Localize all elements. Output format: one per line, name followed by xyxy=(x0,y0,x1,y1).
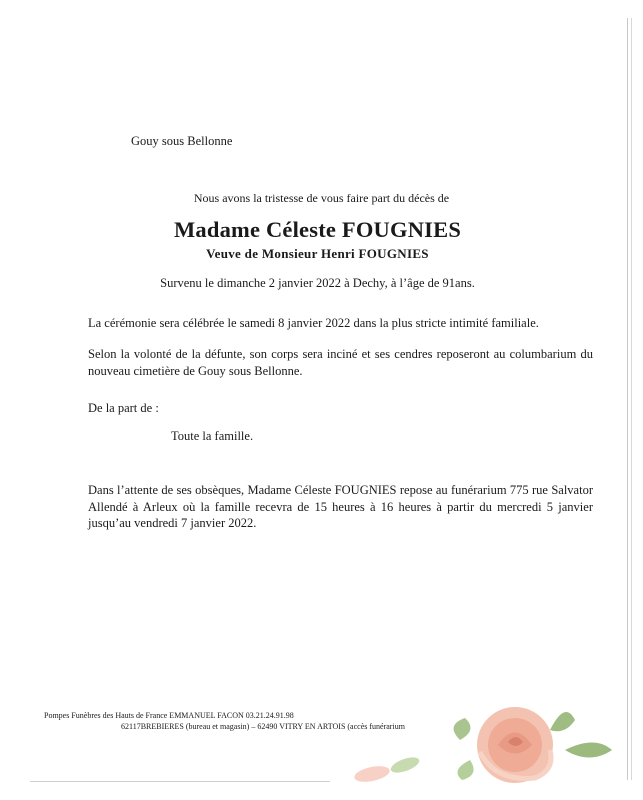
family-signature: Toute la famille. xyxy=(171,429,254,443)
footer-company-line: Pompes Funèbres des Hauts de France EMMANUEL FACON 03.21.24.91.98 xyxy=(44,711,294,720)
intro-text: Nous avons la tristesse de vous faire part du décès de xyxy=(193,191,450,205)
funerarium-paragraph: Dans l’attente de ses obsèques, Madame Céleste FOUGNIES repose au funérarium 775 rue Salvator Allendé à Arleux où la famille recevra de 15 heures à 16 heures à partir du mercredi 5 janvier jusqu’au vendredi 7 janvier 2022. xyxy=(88,483,593,530)
petal-shape xyxy=(389,754,421,776)
city-heading: Gouy sous Bellonne xyxy=(131,134,233,148)
leaf-shape xyxy=(565,743,612,758)
death-details: Survenu le dimanche 2 janvier 2022 à Dechy, à l’âge de 91ans. xyxy=(160,276,475,290)
leaf-shape xyxy=(458,760,474,780)
cremation-paragraph: Selon la volonté de la défunte, son corps sera inciné et ses cendres reposeront au columbarium du nouveau cimetière de Gouy sous Bellonne. xyxy=(88,347,593,378)
page-border-right-inner xyxy=(631,18,632,780)
footer-address-line: 62117BREBIERES (bureau et magasin) – 62490 VITRY EN ARTOIS (accès funérarium xyxy=(121,722,405,731)
leaf-shape xyxy=(454,718,471,740)
petal-shape xyxy=(353,763,391,784)
page-border-bottom xyxy=(30,781,330,782)
page-border-right xyxy=(627,18,628,780)
widow-line: Veuve de Monsieur Henri FOUGNIES xyxy=(206,246,429,261)
ceremony-paragraph: La cérémonie sera célébrée le samedi 8 janvier 2022 dans la plus stricte intimité familiale. xyxy=(88,316,539,330)
from-label: De la part de : xyxy=(88,401,159,415)
leaf-shape xyxy=(550,712,575,731)
rose-decoration-image xyxy=(350,690,630,790)
deceased-name: Madame Céleste FOUGNIES xyxy=(173,217,462,242)
